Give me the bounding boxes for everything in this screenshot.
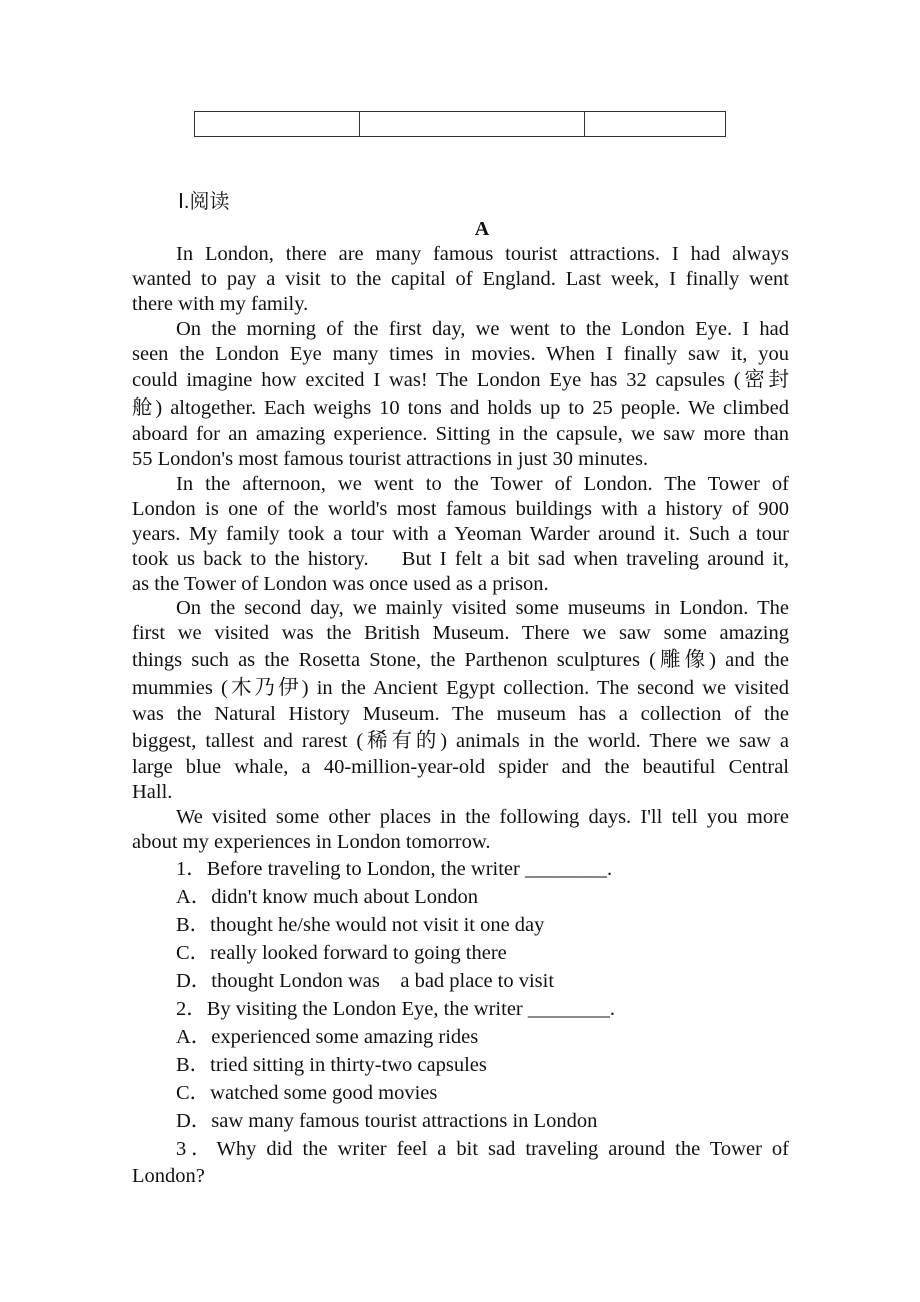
- question-stem-continued: London?: [132, 1165, 205, 1187]
- passage-line: On the morning of the first day, we went to the London Eye. I had: [176, 318, 789, 340]
- answer-option[interactable]: D．thought London was a bad place to visit: [176, 970, 555, 992]
- passage-line: about my experiences in London tomorrow.: [132, 831, 491, 853]
- passage-line: large blue whale, a 40-million-year-old spider and the beautiful Central: [132, 756, 789, 778]
- passage-line: seen the London Eye many times in movies. When I finally saw it, you: [132, 343, 789, 365]
- passage-line: aboard for an amazing experience. Sitting in the capsule, we saw more than: [132, 423, 789, 445]
- passage-line: London is one of the world's most famous buildings with a history of 900: [132, 498, 789, 520]
- passage-line: In London, there are many famous tourist attractions. I had always: [176, 243, 789, 265]
- passage-line: Hall.: [132, 781, 173, 803]
- question-stem: 3．Why did the writer feel a bit sad traveling around the Tower of: [176, 1138, 789, 1160]
- answer-option[interactable]: C．watched some good movies: [176, 1082, 438, 1104]
- answer-option[interactable]: A．experienced some amazing rides: [176, 1026, 479, 1048]
- passage-line: mummies (木乃伊) in the Ancient Egypt collection. The second we visited: [132, 677, 789, 699]
- passage-line: could imagine how excited I was! The London Eye has 32 capsules (密封: [132, 369, 789, 391]
- passage-line: We visited some other places in the following days. I'll tell you more: [176, 806, 789, 828]
- answer-option[interactable]: B．thought he/she would not visit it one day: [176, 914, 545, 936]
- section-heading: Ⅰ.阅读: [178, 191, 230, 213]
- passage-line: years. My family took a tour with a Yeoman Warder around it. Such a tour: [132, 523, 789, 545]
- table-cell: [195, 112, 360, 137]
- table-cell: [360, 112, 585, 137]
- passage-line: 55 London's most famous tourist attractions in just 30 minutes.: [132, 448, 649, 470]
- passage-label: A: [474, 218, 490, 240]
- answer-option[interactable]: B．tried sitting in thirty-two capsules: [176, 1054, 487, 1076]
- passage-line: there with my family.: [132, 293, 309, 315]
- passage-line: wanted to pay a visit to the capital of England. Last week, I finally went: [132, 268, 789, 290]
- passage-line: took us back to the history. But I felt a bit sad when traveling around it,: [132, 548, 789, 570]
- passage-line: In the afternoon, we went to the Tower of London. The Tower of: [176, 473, 789, 495]
- passage-line: was the Natural History Museum. The museum has a collection of the: [132, 703, 789, 725]
- question-stem: 1．Before traveling to London, the writer ________.: [176, 858, 613, 880]
- answer-option[interactable]: A．didn't know much about London: [176, 886, 479, 908]
- passage-line: 舱) altogether. Each weighs 10 tons and holds up to 25 people. We climbed: [132, 397, 789, 419]
- answer-option[interactable]: D．saw many famous tourist attractions in London: [176, 1110, 598, 1132]
- passage-line: as the Tower of London was once used as a prison.: [132, 573, 549, 595]
- passage-line: first we visited was the British Museum. There we saw some amazing: [132, 622, 789, 644]
- table-cell: [585, 112, 726, 137]
- answer-option[interactable]: C．really looked forward to going there: [176, 942, 507, 964]
- empty-score-table: [194, 111, 726, 137]
- passage-line: things such as the Rosetta Stone, the Parthenon sculptures (雕像) and the: [132, 649, 789, 671]
- question-stem: 2．By visiting the London Eye, the writer ________.: [176, 998, 615, 1020]
- passage-line: On the second day, we mainly visited some museums in London. The: [176, 597, 789, 619]
- passage-line: biggest, tallest and rarest (稀有的) animals in the world. There we saw a: [132, 730, 789, 752]
